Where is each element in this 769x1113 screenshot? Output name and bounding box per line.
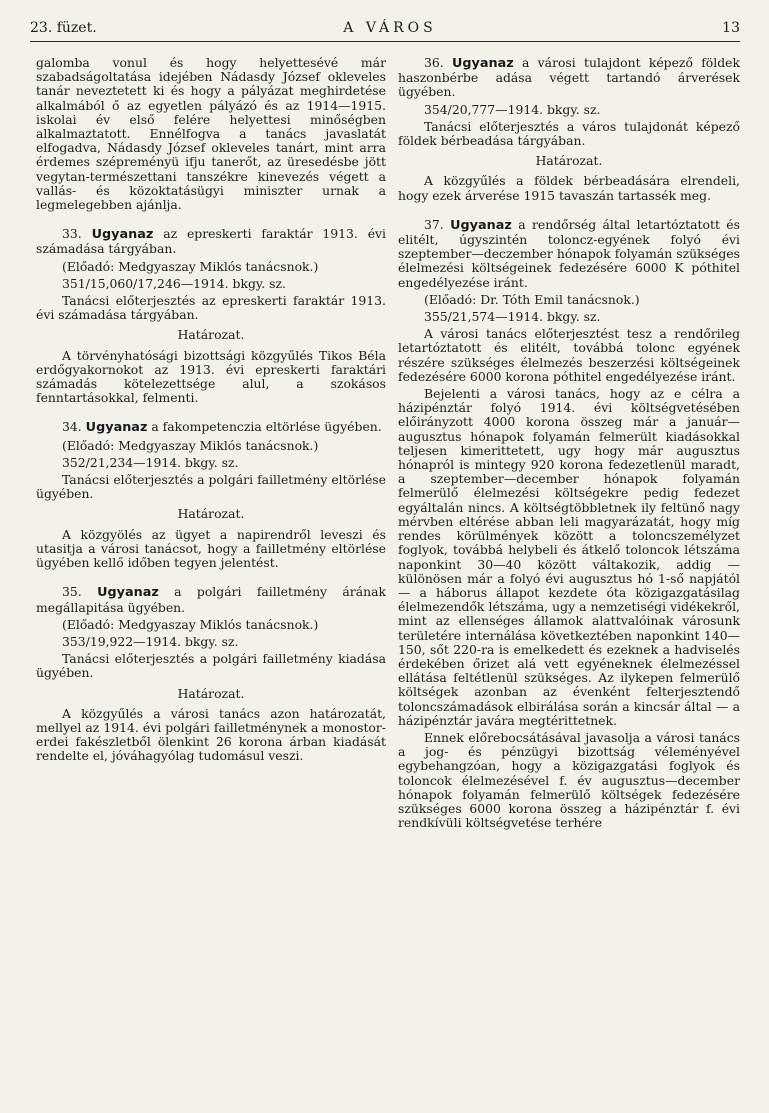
- item-37-title: 37. Ugyanaz a rendőrség által letartóztatott és elitélt, úgyszintén toloncz-egyének folyó évi szeptember—deczember hónapok folyamán szükséges élelmezési költségeinek fedezésére 6000 K póthitel engedélyezése iránt.: [398, 216, 740, 290]
- item-36-resolution-heading: Határozat.: [535, 153, 603, 169]
- page-number: 13: [722, 20, 740, 36]
- item-35-reference: 353/19,922—1914. bkgy. sz.: [62, 633, 239, 649]
- item-33-reference: 351/15,060/17,246—1914. bkgy. sz.: [62, 275, 286, 291]
- item-33-rapporteur: (Előadó: Medgyaszay Miklós tanácsnok.): [62, 258, 319, 274]
- item-34-resolution-heading: Határozat.: [177, 506, 245, 522]
- item-36-resolution: A közgyűlés a földek bérbeadására elrendeli, hogy ezek árverése 1915 tavaszán tartassék meg.: [398, 173, 740, 203]
- item-35-proposal: Tanácsi előterjesztés a polgári failletmény kiadása ügyében.: [36, 651, 386, 681]
- item-33-title: 33. Ugyanaz az epreskerti faraktár 1913. évi számadása tárgyában.: [36, 226, 386, 257]
- item-35-rapporteur: (Előadó: Medgyaszay Miklós tanácsnok.): [62, 616, 319, 632]
- item-35-resolution: A közgyűlés a városi tanács azon határozatát, mellyel az 1914. évi polgári failletménynek a monostor-erdei fakészletből ölenkint 26 korona árban kiadását rendelte el, jóváhagyólag tudomásul veszi.: [36, 705, 386, 764]
- item-34-rapporteur: (Előadó: Medgyaszay Miklós tanácsnok.): [62, 437, 319, 453]
- item-36-title: 36. Ugyanaz a városi tulajdont képező földek haszonbérbe adása végett tartandó árverések ügyében.: [398, 55, 740, 100]
- item-37-paragraph-3: Ennek előrebocsátásával javasolja a városi tanács a jog- és pénzügyi bizottság véleményével egybehangzóan, hogy a közigazgatási foglyok és toloncok élelmezésével f. év augusztus—december hónapok folyamán felmerülő költségek fedezésére szükséges 6000 korona összeg a házipénztár f. évi rendkívüli költségvetése terhére: [398, 729, 740, 831]
- item-33-resolution: A törvényhatósági bizottsági közgyűlés Tikos Béla erdőgyakornokot az 1913. évi epreskerti faraktári számadás kötelezettsége alul, a szokásos fenntartásokkal, felmenti.: [36, 347, 386, 406]
- issue-number: 23. füzet.: [30, 20, 97, 36]
- item-33-proposal: Tanácsi előterjesztés az epreskerti faraktár 1913. évi számadása tárgyában.: [36, 293, 386, 323]
- item-33-resolution-heading: Határozat.: [177, 327, 245, 343]
- header-rule: [30, 41, 740, 42]
- item-35-title: 35. Ugyanaz a polgári failletmény árának megállapitása ügyében.: [36, 584, 386, 615]
- item-37-paragraph-2: Bejelenti a városi tanács, hogy az e célra a házipénztár folyó 1914. évi költségvetésében előirányzott 4000 korona összeg már a január—augusztus hónapok folyamán felmerült kiadásokkal teljesen kimerittetett, ugy hogy már augusztus hónapról is mintegy 920 korona fedezetlenül maradt, a szeptember—december hónapok folyamán felmerülő élelmezési költségekre pedig fedezet egyáltalán nincs. A költségtöbbletnek ily feltünő nagy mérvben eltérése abban leli magyarázatát, hogy míg rendes körülmények között a toloncszemélyzet foglyok, továbbá helybeli és átkelő toloncok létszáma naponkint 30—40 között váltakozik, addig — különösen már a folyó évi augusztus hó 1-ső napjától — a háborus állapot kezdete óta közigazgatásilag élelmezendők létszáma, ugy a nemzetiségi vidékekről, mint az ellenséges államok alattvalóinak városunk területére internálása következtében naponkint 140—150, sőt 220-ra is emelkedett és ezeknek a hadviselés érdekében őrizet alá vett egyéneknek élelmezéssel ellátása feltétlenül szükséges. Az ilykepen felmerülő költségek azonban az évenként felterjesztendő toloncszámadások elbirálása során a kincsár által — a házipénztár javára megtérittetnek.: [398, 386, 740, 728]
- continued-paragraph: galomba vonul és hogy helyettesévé már szabadságoltatása idejében Nádasdy József okleveles tanár neveztetett ki és hogy a pályázat meghirdetése alkalmából ő az egyetlen pályázó és az 1914—1915. iskolai év első felére helyettesi minőségben alkalmaztatott. Ennélfogva a tanács javaslatát elfogadva, Nádasdy József okleveles tanárt, mint arra érdemes szépreményü ifju tanerőt, az üresedésbe jött vegytan-természettani tanszékre kinevezés végett a vallás- és közoktatásügyi miniszter urnak a legmelegebben ajánlja.: [36, 55, 386, 213]
- journal-title: A VÁROS: [343, 20, 437, 36]
- item-37-paragraph-1: A városi tanács előterjesztést tesz a rendőrileg letartóztatott és elitélt, továbbá tolonc egyének részére szükséges élelmezés beszerzési költségeinek fedezésére 6000 korona póthitel engedélyezése iránt.: [398, 326, 740, 384]
- right-column: [398, 56, 740, 833]
- item-36-reference: 354/20,777—1914. bkgy. sz.: [424, 101, 601, 117]
- item-35-resolution-heading: Határozat.: [177, 685, 245, 701]
- item-34-title: 34. Ugyanaz a fakompetenczia eltörlése ügyében.: [62, 419, 382, 436]
- item-34-proposal: Tanácsi előterjesztés a polgári failletmény eltörlése ügyében.: [36, 472, 386, 502]
- page-header: [30, 20, 740, 42]
- item-37-reference: 355/21,574—1914. bkgy. sz.: [424, 309, 601, 325]
- item-37-rapporteur: (Előadó: Dr. Tóth Emil tanácsnok.): [424, 291, 640, 307]
- item-36-proposal: Tanácsi előterjesztés a város tulajdonát képező földek bérbeadása tárgyában.: [398, 118, 740, 149]
- item-34-reference: 352/21,234—1914. bkgy. sz.: [62, 454, 239, 470]
- left-column: [36, 56, 386, 767]
- item-34-resolution: A közgyölés az ügyet a napirendről leveszi és utasitja a városi tanácsot, hogy a failletmény eltörlése ügyében kellő időben tegyen jelentést.: [36, 526, 386, 571]
